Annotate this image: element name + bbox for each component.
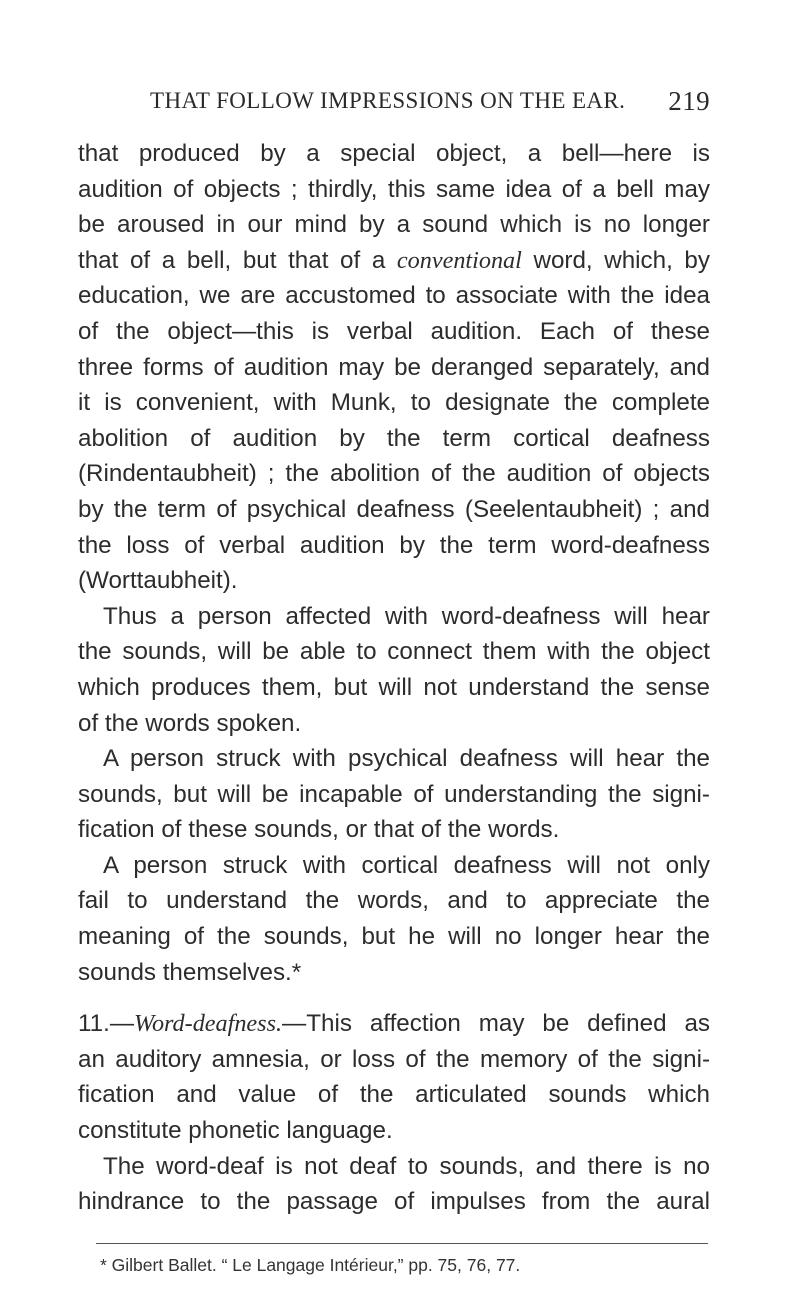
text-line: which produces them, but will not understand the sense (78, 673, 710, 701)
text-line: abolition of audition by the term cortical deafness (78, 424, 710, 452)
section-number: 11.— (78, 1010, 135, 1038)
text-line: meaning of the sounds, but he will no longer hear the (78, 923, 710, 951)
text-line: by the term of psychical deafness (Seelentaubheit) ; and (78, 495, 710, 523)
section-heading-line (78, 1006, 710, 1042)
text-line: (Worttaubheit). (78, 567, 238, 595)
text-line: constitute phonetic language. (78, 1117, 393, 1145)
text-line: that produced by a special object, a bell—here is (78, 140, 710, 167)
text-line: of the words spoken. (78, 709, 302, 737)
text-line: be aroused in our mind by a sound which is no longer (78, 211, 710, 239)
body-text (78, 136, 710, 1220)
text-line (78, 243, 710, 279)
page-number: 219 (668, 86, 710, 116)
text-run: word, which, by (521, 246, 710, 274)
text-line: three forms of audition may be deranged separately, and (78, 353, 710, 381)
text-line: The word-deaf is not deaf to sounds, and there is no (103, 1152, 710, 1180)
text-line: A person struck with psychical deafness will hear the (103, 745, 710, 773)
text-line: education, we are accustomed to associate with the idea (78, 282, 710, 310)
text-line: (Rindentaubheit) ; the abolition of the audition of objects (78, 460, 710, 488)
text-line: sounds themselves.* (78, 958, 302, 986)
text-line: it is convenient, with Munk, to designate the complete (78, 389, 710, 417)
text-line: fication of these sounds, or that of the words. (78, 816, 560, 844)
text-line: audition of objects ; thirdly, this same idea of a bell may (78, 175, 710, 203)
text-line: the sounds, will be able to connect them with the object (78, 638, 710, 666)
text-run: —This affection may be defined as (282, 1010, 710, 1038)
text-line: sounds, but will be incapable of understanding the signi- (78, 780, 710, 808)
text-run: that of a bell, but that of a (78, 246, 397, 274)
text-line: fail to understand the words, and to appreciate the (78, 887, 710, 915)
footnote: * Gilbert Ballet. “ Le Langage Intérieur,” pp. 75, 76, 77. (100, 1255, 521, 1275)
text-line: an auditory amnesia, or loss of the memory of the signi- (78, 1045, 710, 1073)
text-line: fication and value of the articulated sounds which (78, 1081, 710, 1109)
text-line: hindrance to the passage of impulses from the aural (78, 1188, 710, 1216)
footnote-rule (96, 1243, 708, 1244)
italic-term: conventional (396, 246, 522, 274)
header-title: THAT FOLLOW IMPRESSIONS ON THE EAR. (150, 88, 626, 113)
running-header (150, 88, 710, 114)
text-line: Thus a person affected with word-deafness will hear (103, 602, 710, 630)
section-title: Word-deafness. (134, 1010, 283, 1038)
text-line: the loss of verbal audition by the term word-deafness (78, 531, 710, 559)
text-line: of the object—this is verbal audition. Each of these (78, 317, 710, 345)
text-line: A person struck with cortical deafness will not only (103, 851, 710, 879)
